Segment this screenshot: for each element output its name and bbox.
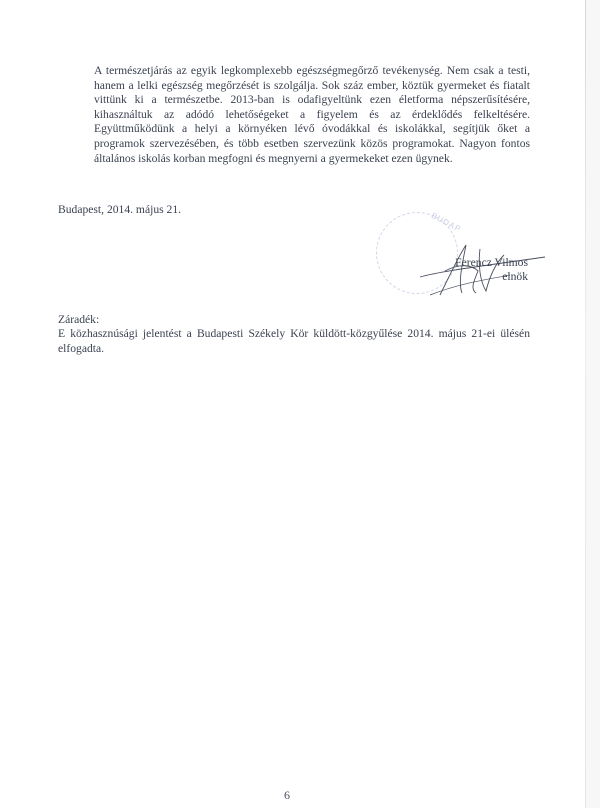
page-number: 6 [284,788,290,802]
clause-text: E közhasznúsági jelentést a Budapesti Székely Kör küldött-közgyűlése 2014. május 21-ei ülésén elfogadta. [58,327,530,355]
scan-shadow [586,0,600,808]
clause-title: Záradék: [58,313,100,326]
signatory-name: Ferencz Vilmos [455,256,528,269]
scan-edge-line [585,0,586,808]
stamp-seal-text: BUDAP [429,210,463,235]
signatory-role: elnök [502,270,528,283]
body-paragraph: A természetjárás az egyik legkomplexebb egészségmegőrző tevékenység. Nem csak a testi, hanem a lelki egészség megőrzését is szolgálja. Sok száz ember, köztük gyermeket és fiatalt vittünk ki a természetbe. 2013-ban is odafigyeltünk ezen életforma népszerűsítésére, kihasználtuk az adódó lehetőségeket a figyelem és az érdeklődés felkeltésére. Együttműködünk a helyi a környéken lévő óvodákkal és iskolákkal, segítjük őket a programok szervezésében, és több esetben szervezünk közös programokat. Nagyon fontos általános iskolás korban megfogni és megnyerni a gyermekeket ezen ügynek. [94,64,530,165]
place-date: Budapest, 2014. május 21. [58,203,182,216]
